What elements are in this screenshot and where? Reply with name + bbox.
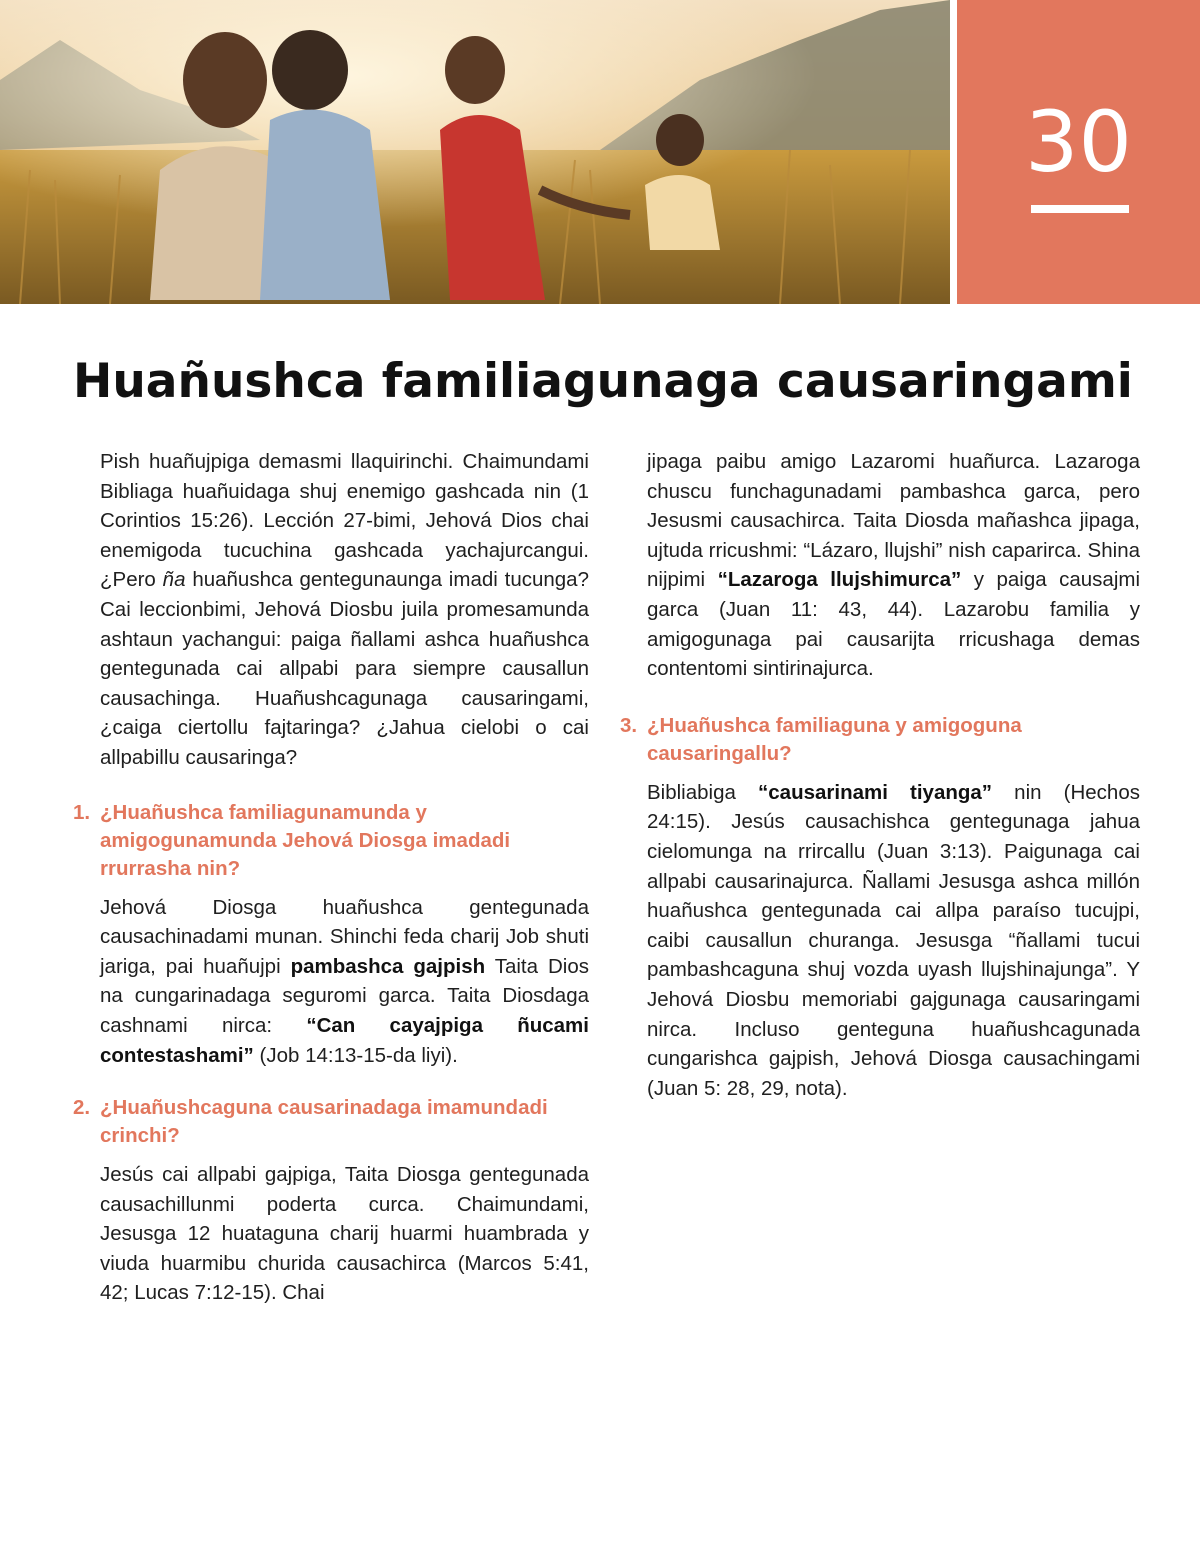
intro-text: Pish huañujpiga demasmi llaquirinchi. Chaimundami Bibliaga huañuidaga shuj enemigo gashcada nin (1 Corintios 15:26). Lección 27-bimi, Jehová Dios chai enemigoda tucuchina gashcada yachajurcangui. ¿Pero <box>100 450 589 592</box>
answer-bold: “causarinami tiyanga” <box>758 780 993 804</box>
intro-text-rest: huañushca gentegunaunga imadi tucunga? Cai leccionbimi, Jehová Diosbu juila promesamunda ashtaun yachangui: paiga ñallami ashca huañushca gentegunada cai allpabi para siempre causallun causachinga. Huañushcagunaga causaringami, ¿caiga ciertollu fajtaringa? ¿Jahua cielobi o cai allpabillu causaringa? <box>100 568 589 769</box>
answer-text: Bibliabiga <box>647 780 759 804</box>
intro-paragraph <box>73 447 589 773</box>
lesson-number: 30 <box>1025 93 1132 191</box>
left-column <box>73 447 589 1308</box>
hero-photo <box>0 0 950 304</box>
answer-text: jipaga paibu amigo Lazaromi huañurca. Lazaroga chuscu funchagunadami pambashca garca, pero Jesusmi causachirca. Taita Diosda mañashca jipaga, ujtuda rricushmi: “Lázaro, llujshi” nish caparirca. Shina nijpimi <box>647 450 1140 592</box>
answer-bold: “Lazaroga llujshimurca” <box>717 568 962 592</box>
question-1 <box>73 799 589 883</box>
badge-underline <box>1031 205 1129 213</box>
answer-paragraph-1 <box>73 893 589 1071</box>
page-title: Huañushca familiagunaga causaringami <box>73 354 1133 409</box>
answer-paragraph-2-continued <box>620 447 1140 684</box>
answer-text: nin (Hechos 24:15). Jesús causachishca gentegunaga jahua cielomunga na rrircallu (Juan 3:13). Paigunaga cai allpabi causarinajurca. Ñallami Jesusga ashca millón huañushca gentegunada cai allpa paraíso tucujpi, caibi causallun churanga. Jesusga “ñallami tucui pambashcaguna shuj vozda uyash llujshinajunga”. Y Jehová Diosbu memoriabi gajgunaga causaringami nirca. Incluso genteguna huañushcagunada cungarishca gajpish, Jehová Diosga causachingami (Juan 5: 28, 29, nota). <box>647 780 1140 1100</box>
intro-emphasis: ña <box>162 568 186 592</box>
question-3 <box>620 712 1140 768</box>
question-2 <box>73 1094 589 1150</box>
answer-bold: “Can cayajpiga ñucami contestashami” <box>100 1013 589 1067</box>
question-number: 3. <box>620 713 638 737</box>
answer-paragraph-2 <box>73 1160 589 1308</box>
answer-bold: pambashca gajpish <box>290 954 486 978</box>
answer-paragraph-3 <box>620 778 1140 1104</box>
question-number: 1. <box>73 800 91 824</box>
answer-text: Jesús cai allpabi gajpiga, Taita Diosga gentegunada causachillunmi poderta curca. Chaimundami, Jesusga 12 huataguna charij huarmi huambrada y viuda huarmibu churida causachirca (Marcos 5:41, 42; Lucas 7:12-15). Chai <box>100 1163 589 1305</box>
question-text: ¿Huañushca familiagunamunda y amigogunamunda Jehová Diosga imadadi rrurrasha nin? <box>100 800 511 880</box>
answer-text: y paiga causajmi garca (Juan 11: 43, 44). Lazarobu familia y amigogunaga pai causarijta rricushaga demas contentomi sintirinajurca. <box>647 568 1141 681</box>
lesson-number-badge <box>957 0 1200 304</box>
question-number: 2. <box>73 1096 91 1120</box>
answer-text: Jehová Diosga huañushca gentegunada causachinadami munan. Shinchi feda charij Job shuti jariga, pai huañujpi <box>100 895 589 978</box>
question-text: ¿Huañushcaguna causarinadaga imamundadi crinchi? <box>100 1096 548 1148</box>
answer-text: Taita Dios na cungarinadaga seguromi garca. Taita Diosdaga cashnami nirca: <box>100 954 589 1037</box>
right-column <box>620 447 1140 1103</box>
answer-text: (Job 14:13-15-da liyi). <box>253 1043 458 1067</box>
question-text: ¿Huañushca familiaguna y amigoguna causaringallu? <box>647 713 1022 765</box>
